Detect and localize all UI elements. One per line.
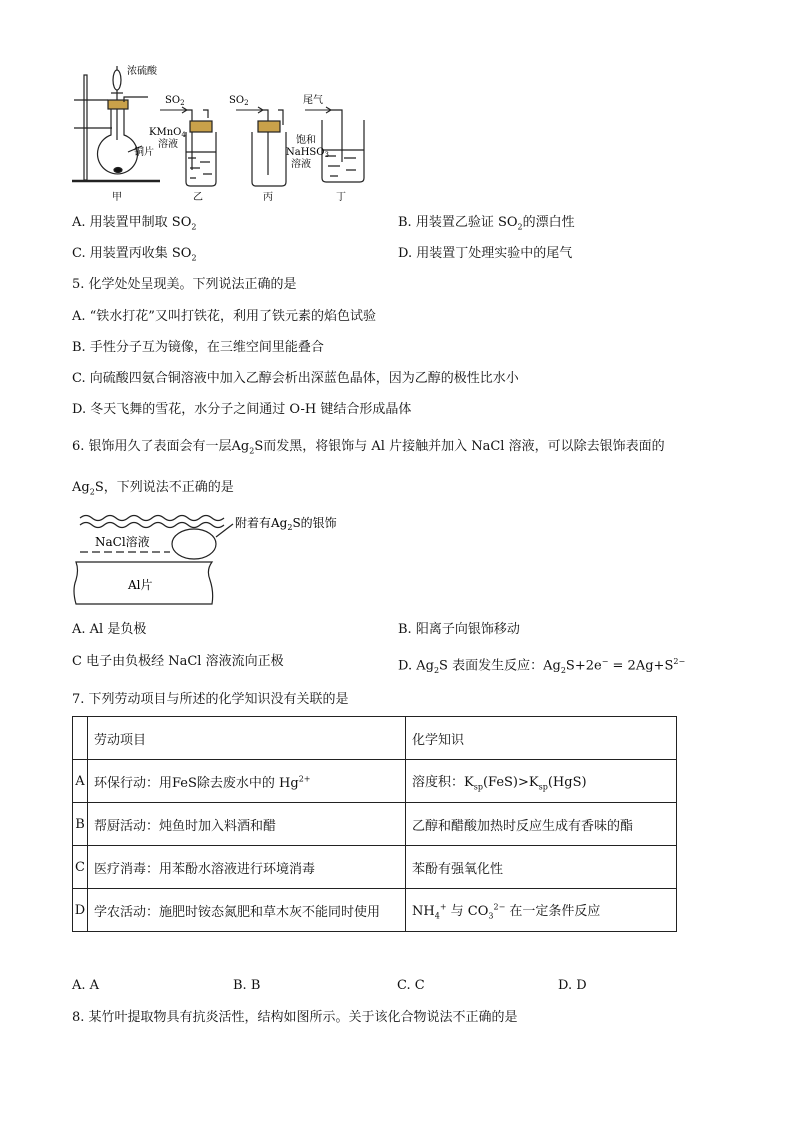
q7-answer-b[interactable]: B. B	[233, 978, 261, 993]
q7-answer-d[interactable]: D. D	[558, 978, 587, 993]
label-kmno4: KMnO$_4$	[149, 127, 186, 139]
label-yi: 乙	[193, 192, 203, 203]
q5-option-a[interactable]: A. “铁水打花”又叫打铁花，利用了铁元素的焰色试验	[72, 309, 376, 324]
label-ding: 丁	[336, 192, 346, 203]
label-so2-b: $SO_2$	[229, 95, 249, 107]
label-al-sheet: Al片	[128, 578, 153, 592]
q6-option-b[interactable]: B. 阳离子向银饰移动	[398, 622, 520, 637]
table-row: D 学农活动：施肥时铵态氮肥和草木灰不能同时使用 $NH_4^+$ 与 $CO_3^{2-}$ 在一定条件反应	[73, 889, 677, 932]
q5-option-d[interactable]: D. 冬天飞舞的雪花，水分子之间通过 O-H 键结合形成晶体	[72, 402, 412, 417]
q4-option-a[interactable]: A. 用装置甲制取 $SO_2$	[72, 215, 197, 232]
q7-answer-a[interactable]: A. A	[72, 978, 100, 993]
label-tail-gas: 尾气	[303, 95, 323, 106]
label-solution-b: 溶液	[158, 139, 178, 150]
q5-option-c[interactable]: C. 向硫酸四氨合铜溶液中加入乙醇会析出深蓝色晶体，因为乙醇的极性比水小	[72, 371, 519, 386]
q7-answer-c[interactable]: C. C	[397, 978, 425, 993]
label-conc-acid: 浓硫酸	[127, 66, 157, 77]
table-row: B 帮厨活动：炖鱼时加入料酒和醋 乙醇和醋酸加热时反应生成有香味的酯	[73, 803, 677, 846]
q4-option-b[interactable]: B. 用装置乙验证 $SO_2$的漂白性	[398, 215, 575, 232]
q7-stem: 7. 下列劳动项目与所述的化学知识没有关联的是	[72, 692, 349, 707]
q6-stem-line2: $Ag_2S$，下列说法不正确的是	[72, 480, 234, 497]
label-saturated: 饱和	[296, 135, 316, 146]
label-so2-a: $SO_2$	[165, 95, 185, 107]
label-bing: 丙	[263, 192, 273, 203]
table-row: A 环保行动：用FeS除去废水中的 $Hg^{2+}$ 溶度积：$K_{sp}(FeS)>K_{sp}(HgS)$	[73, 760, 677, 803]
header-project: 劳动项目	[88, 717, 406, 760]
q4-option-c[interactable]: C. 用装置丙收集 $SO_2$	[72, 246, 197, 263]
label-nacl-solution: NaCl溶液	[95, 535, 150, 549]
q8-stem: 8. 某竹叶提取物具有抗炎活性，结构如图所示。关于该化合物说法不正确的是	[72, 1010, 518, 1025]
header-knowledge: 化学知识	[406, 717, 677, 760]
q4-option-d[interactable]: D. 用装置丁处理实验中的尾气	[398, 246, 573, 261]
q6-stem-line1: 6. 银饰用久了表面会有一层$Ag_2S$而发黑，将银饰与 Al 片接触并加入 NaCl 溶液，可以除去银饰表面的	[72, 439, 665, 456]
q7-table	[72, 716, 677, 932]
q6-option-c[interactable]: C 电子由负极经 NaCl 溶液流向正极	[72, 654, 284, 669]
q5-option-b[interactable]: B. 手性分子互为镜像，在三维空间里能叠合	[72, 340, 324, 355]
label-solution-d: 溶液	[291, 159, 311, 170]
table-header-row	[73, 717, 677, 760]
q5-stem: 5. 化学处处呈现美。下列说法正确的是	[72, 277, 297, 292]
label-copper: 铜片	[134, 147, 154, 158]
table-row: C 医疗消毒：用苯酚水溶液进行环境消毒 苯酚有强氧化性	[73, 846, 677, 889]
label-silver-ornament: 附着有$Ag_2S$的银饰	[235, 516, 337, 532]
q6-option-a[interactable]: A. Al 是负极	[72, 622, 147, 637]
q6-option-d[interactable]: D. $Ag_2S$ 表面发生反应：$Ag_2S+2e^- = 2Ag+S^{2-}$	[398, 657, 686, 675]
label-nahso3: NaHSO$_3$	[286, 147, 329, 159]
label-jia: 甲	[112, 192, 122, 203]
